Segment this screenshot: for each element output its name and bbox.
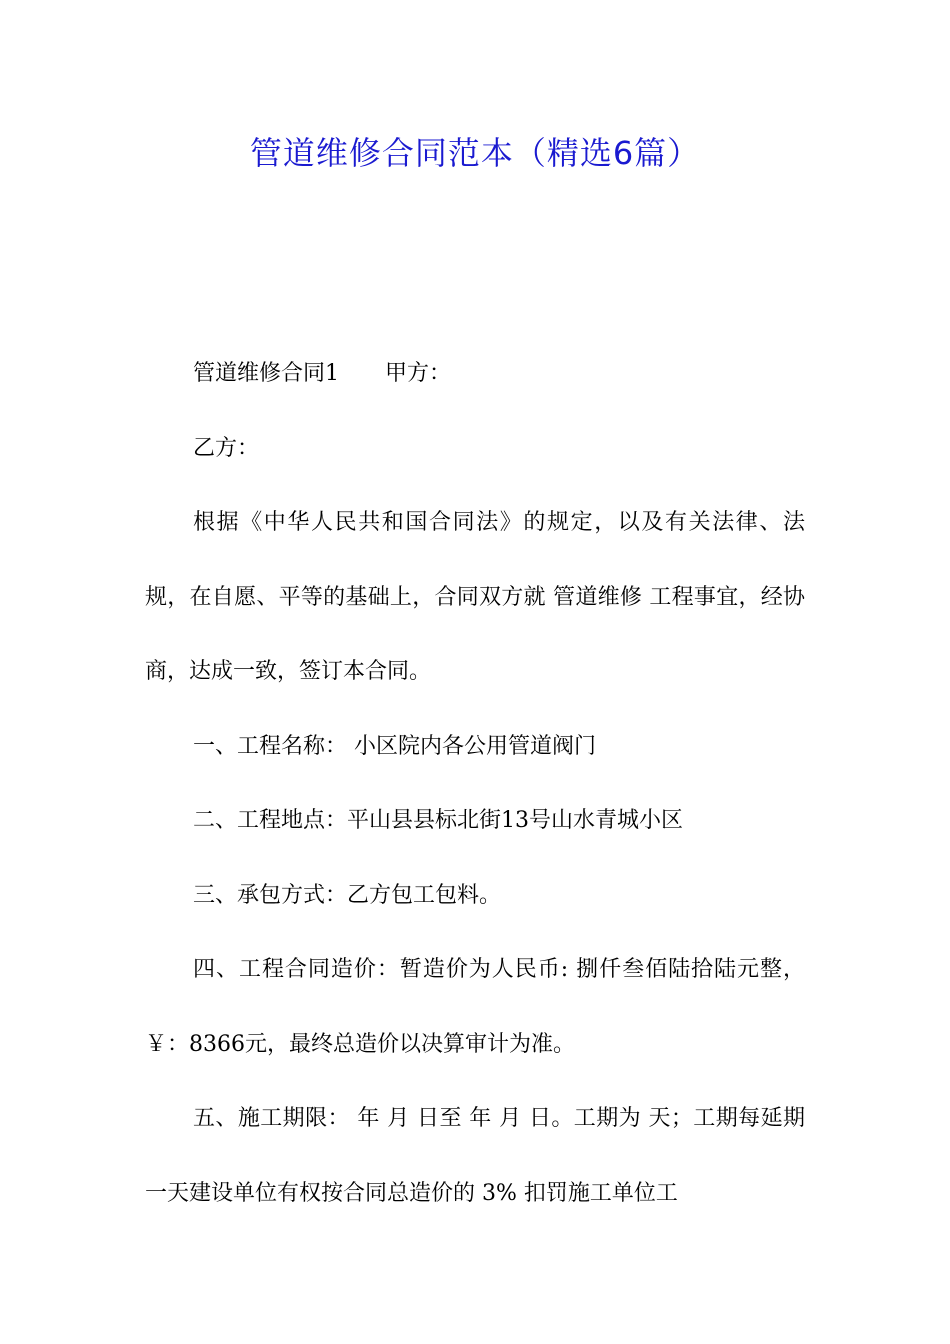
clause-construction-period: 五、施工期限： 年 月 日至 年 月 日。工期为 天；工期每延期一天建设单位有权按合同总造价的 3% 扣罚施工单位工 <box>145 1106 805 1206</box>
party-a-label: 甲方： <box>385 361 452 386</box>
clause-project-name: 一、工程名称： 小区院内各公用管道阀门 <box>193 733 596 759</box>
preamble-paragraph: 根据《中华人民共和国合同法》的规定，以及有关法律、法规，在自愿、平等的基础上，合同双方就 管道维修 工程事宜，经协商，达成一致，签订本合同。 <box>145 510 805 684</box>
contract-body <box>145 337 805 1231</box>
contract-number: 管道维修合同1 <box>193 361 339 386</box>
document-title: 管道维修合同范本（精选6篇） <box>249 134 701 172</box>
clause-contract-price: 四、工程合同造价：暂造价为人民币: 捌仟叁佰陆拾陆元整，￥：8366元，最终总造价以决算审计为准。 <box>145 957 805 1057</box>
clause-project-location: 二、工程地点：平山县县标北街13号山水青城小区 <box>193 808 683 833</box>
clause-contract-method: 三、承包方式：乙方包工包料。 <box>193 882 502 908</box>
party-b-label: 乙方： <box>193 435 260 461</box>
contract-heading-line <box>145 337 805 412</box>
